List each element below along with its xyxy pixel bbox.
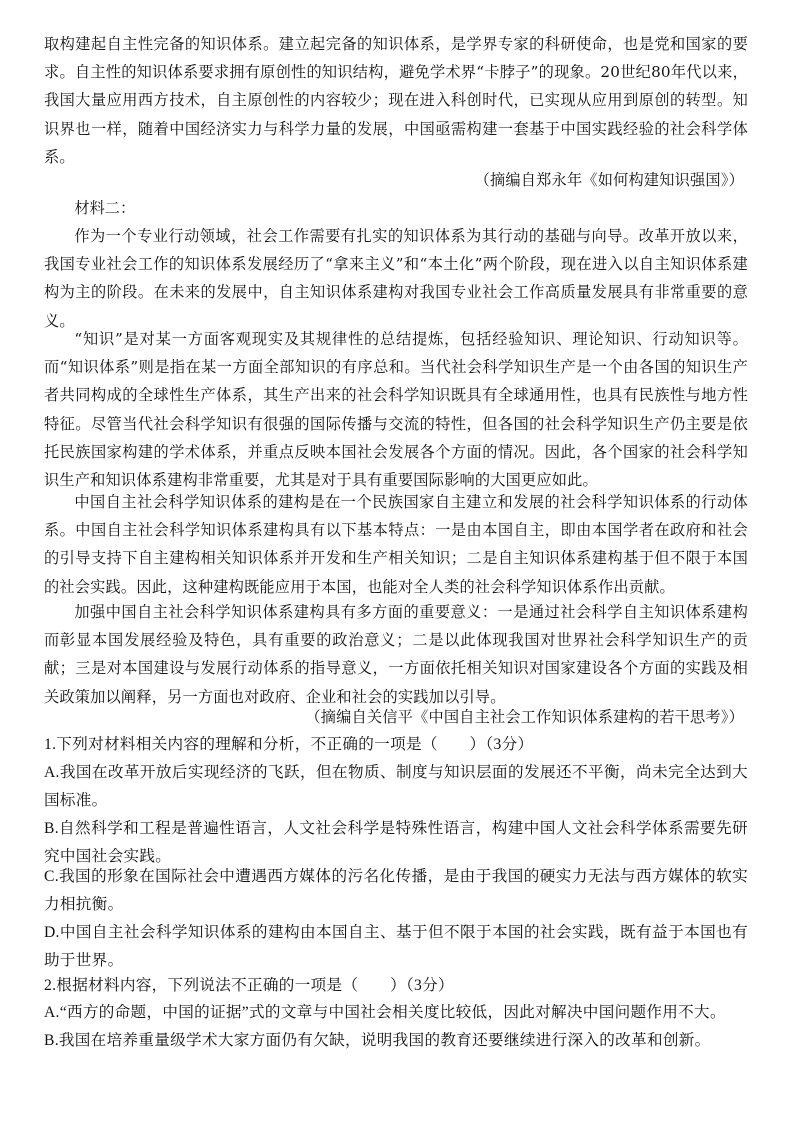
material-two-paragraph-4: 加强中国自主社会科学知识体系建构具有多方面的重要意义：一是通过社会科学自主知识体系建构而彰显本国发展经验及特色，具有重要的政治意义；二是以此体现我国对世界社会科学知识生产的贡献；三是对本国建设与发展行动体系的指导意义，一方面依托相关知识对国家建设各个方面的实践及相关政策加以阐释，另一方面也对政府、企业和社会的实践加以引导。 — [44, 603, 748, 706]
question-2-stem: 2.根据材料内容，下列说法不正确的一项是（ ）（3分） — [44, 977, 454, 994]
question-1-option-b[interactable]: B.自然科学和工程是普遍性语言，人文社会科学是特殊性语言，构建中国人文社会科学体系需要先研究中国社会实践。 — [44, 820, 748, 866]
question-1-option-d[interactable]: D.中国自主社会科学知识体系的建构由本国自主、基于但不限于本国的社会实践，既有益于本国也有助于世界。 — [44, 924, 748, 970]
question-2-option-a[interactable]: A.“西方的命题，中国的证据”式的文章与中国社会相关度比较低，因此对解决中国问题作用不大。 — [44, 1004, 726, 1021]
material-two-label: 材料二： — [74, 199, 136, 217]
material-one-tail-paragraph: 取构建起自主性完备的知识体系。建立起完备的知识体系，是学界专家的科研使命，也是党和国家的要求。自主性的知识体系要求拥有原创性的知识结构，避免学术界“卡脖子”的现象。20世纪80年代以来，我国大量应用西方技术，自主原创性的内容较少；现在进入科创时代，已实现从应用到原创的转型。知识界也一样，随着中国经济实力与科学力量的发展，中国亟需构建一套基于中国实践经验的社会科学体系。 — [44, 35, 748, 166]
material-two-source: （摘编自关信平《中国自主社会工作知识体系建构的若干思考》） — [305, 708, 744, 726]
question-1-option-c[interactable]: C.我国的形象在国际社会中遭遇西方媒体的污名化传播，是由于我国的硬实力无法与西方媒体的软实力相抗衡。 — [44, 868, 748, 914]
question-1-stem: 1.下列对材料相关内容的理解和分析，不正确的一项是（ ）（3分） — [44, 736, 534, 753]
material-two-paragraph-2: “知识”是对某一方面客观现实及其规律性的总结提炼，包括经验知识、理论知识、行动知识等。而“知识体系”则是指在某一方面全部知识的有序总和。当代社会科学知识生产是一个由各国的知识生产者共同构成的全球性生产体系，其生产出来的社会科学知识既具有全球通用性，也具有民族性与地方性特征。尽管当代社会科学知识有很强的国际传播与交流的特性，但各国的社会科学知识生产仍主要是依托民族国家构建的学术体系，并重点反映本国社会发展各个方面的情况。因此，各个国家的社会科学知识生产和知识体系建构非常重要，尤其是对于具有重要国际影响的大国更应如此。 — [44, 330, 748, 490]
material-two-paragraph-3: 中国自主社会科学知识体系的建构是在一个民族国家自主建立和发展的社会科学知识体系的行动体系。中国自主社会科学知识体系建构具有以下基本特点：一是由本国自主，即由本国学者在政府和社会的引导支持下自主建构相关知识体系并开发和生产相关知识；二是自主知识体系建构基于但不限于本国的社会实践。因此，这种建构既能应用于本国，也能对全人类的社会科学知识体系作出贡献。 — [44, 493, 748, 596]
question-1-option-a[interactable]: A.我国在改革开放后实现经济的飞跃，但在物质、制度与知识层面的发展还不平衡，尚未完全达到大国标准。 — [44, 764, 748, 810]
material-one-source: （摘编自郑永年《如何构建知识强国》） — [474, 171, 744, 189]
material-two-paragraph-1: 作为一个专业行动领域，社会工作需要有扎实的知识体系为其行动的基础与向导。改革开放以来，我国专业社会工作的知识体系发展经历了“拿来主义”和“本土化”两个阶段，现在进入以自主知识体系建构为主的阶段。在未来的发展中，自主知识体系建构对我国专业社会工作高质量发展具有非常重要的意义。 — [44, 227, 748, 330]
question-2-option-b[interactable]: B.我国在培养重量级学术大家方面仍有欠缺，说明我国的教育还要继续进行深入的改革和创新。 — [44, 1032, 711, 1049]
